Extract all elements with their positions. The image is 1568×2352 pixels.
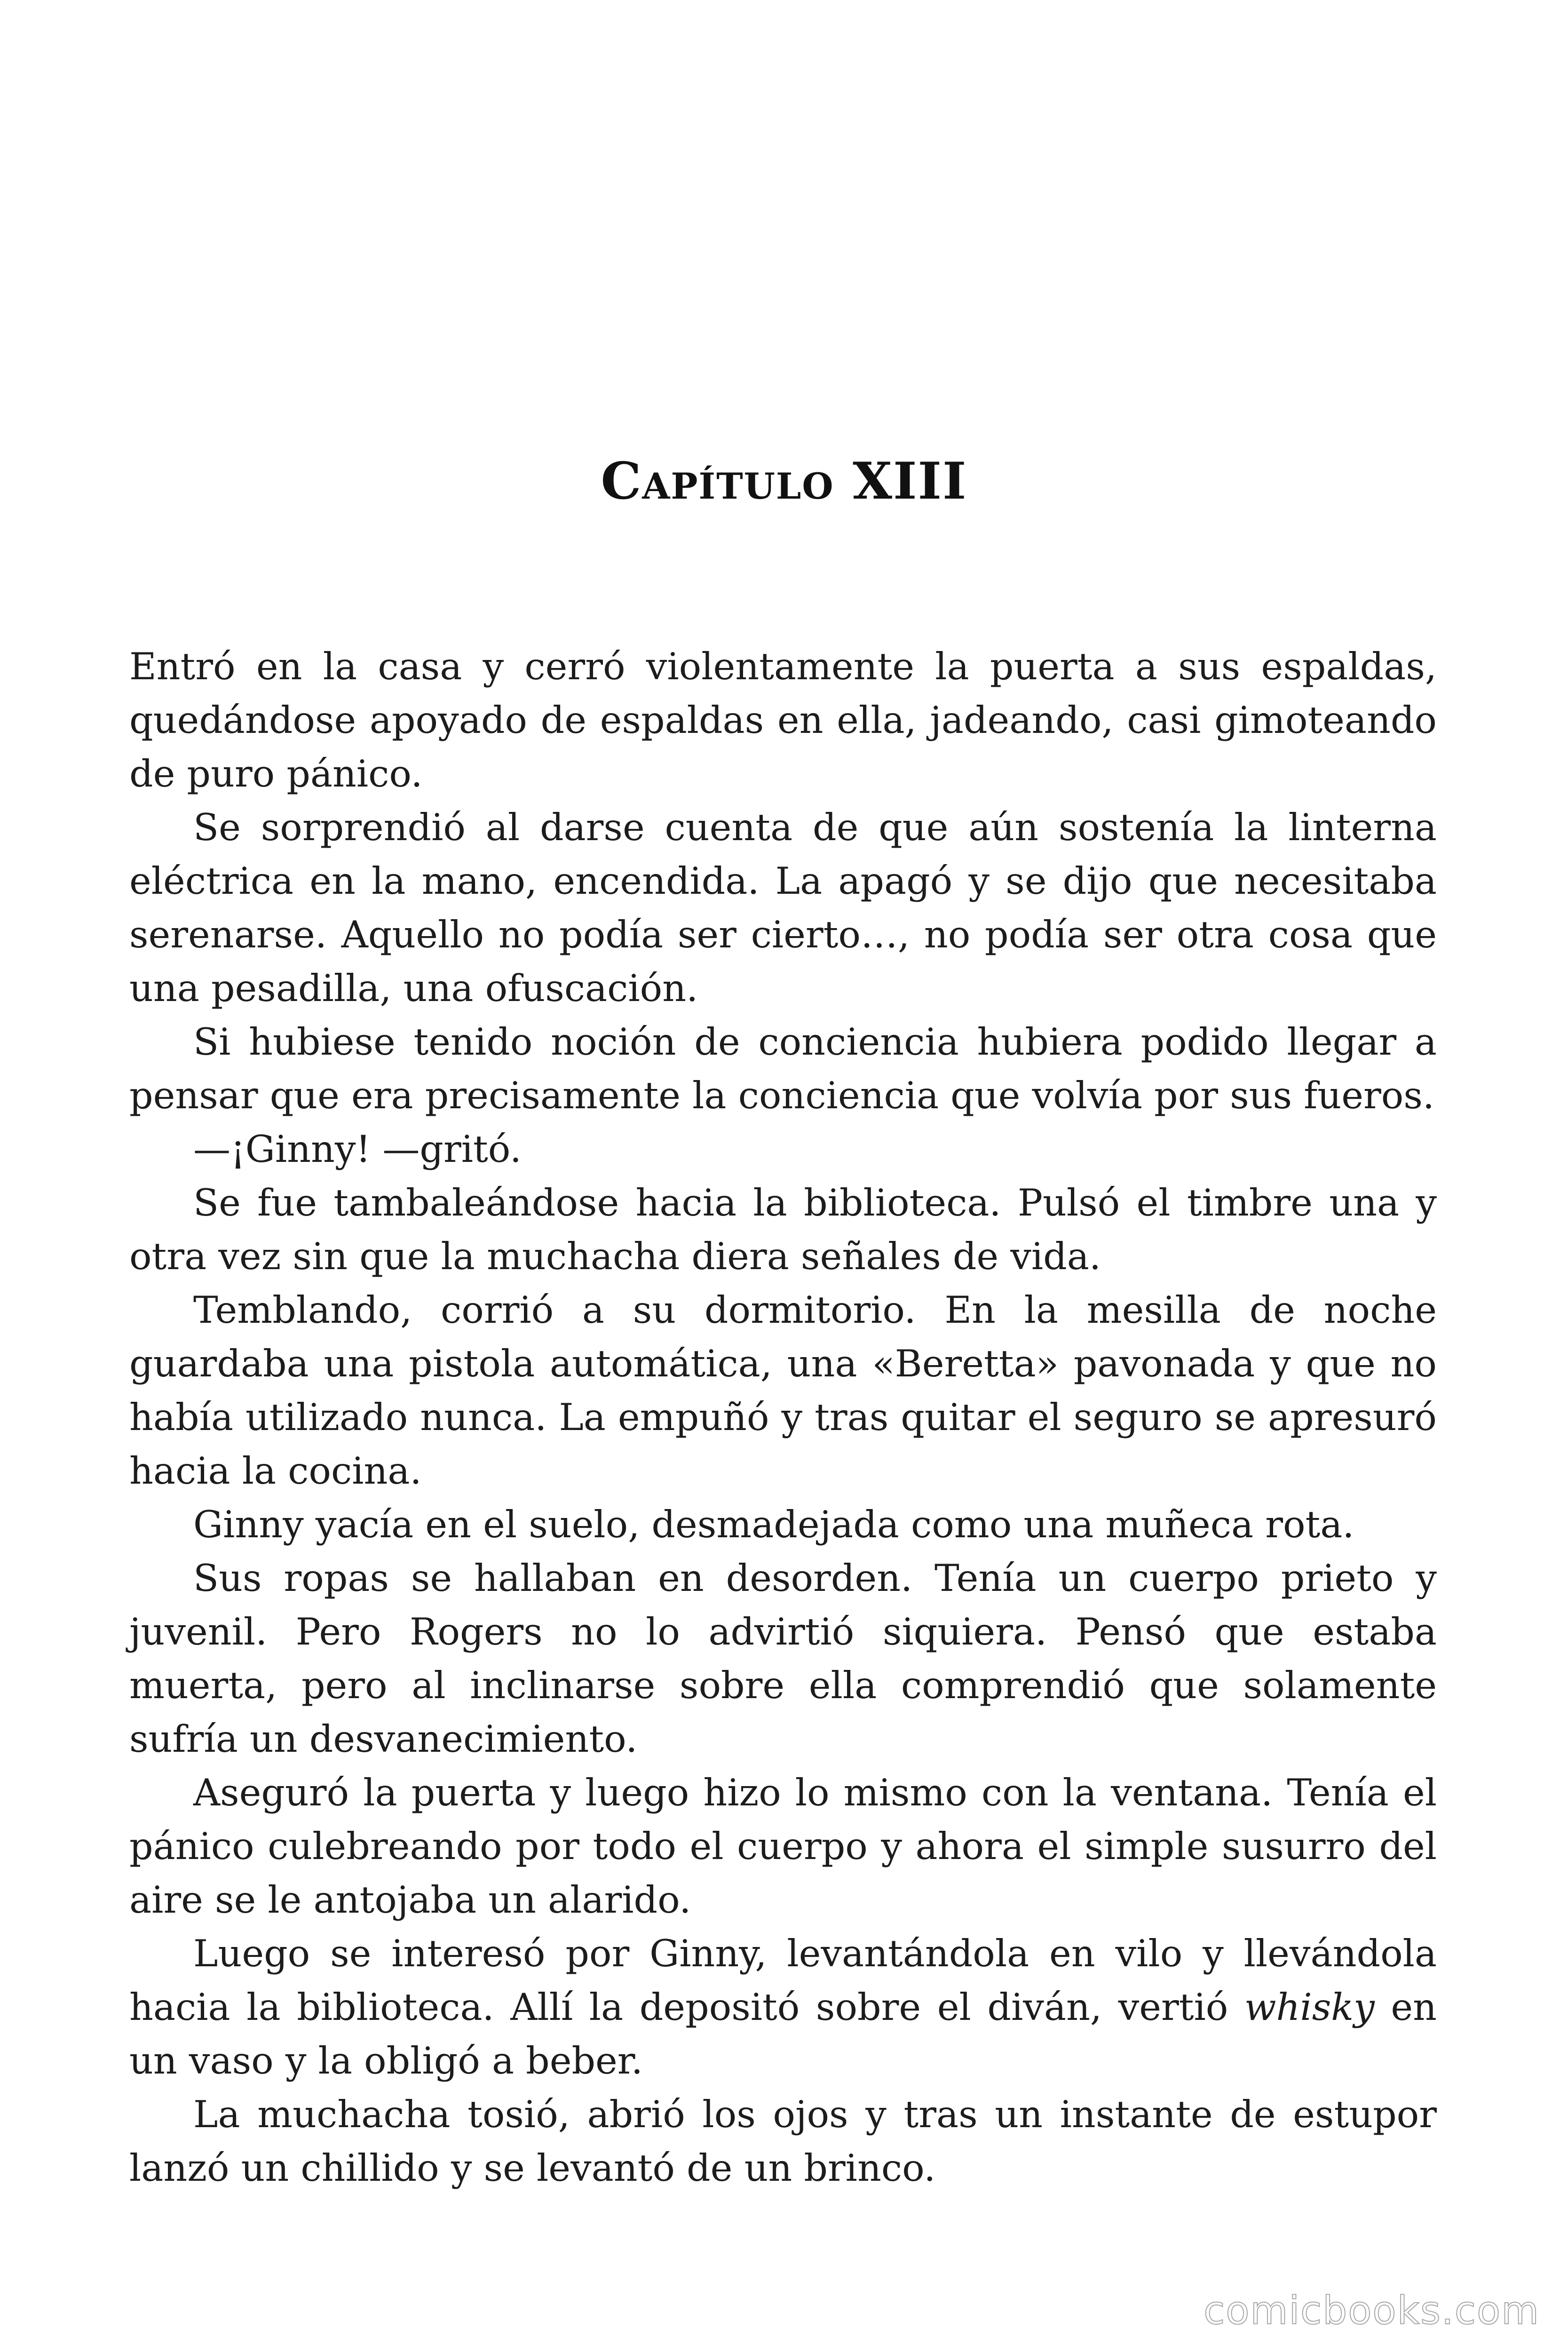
paragraph: Sus ropas se hallaban en desorden. Tenía un cuerpo prieto y juvenil. Pero Rogers no lo advirtió siquiera. Pensó que estaba muerta, pero al inclinarse sobre ella comprendió que solamente sufría un desvanecimiento.	[129, 1557, 1437, 1761]
paragraph: Temblando, corrió a su dormitorio. En la mesilla de noche guardaba una pistola automática, una «Beretta» pavonada y que no había utilizado nunca. La empuñó y tras quitar el seguro se apresuró hacia la cocina.	[129, 1288, 1437, 1493]
paragraph: Se sorprendió al darse cuenta de que aún sostenía la linterna eléctrica en la mano, encendida. La apagó y se dijo que necesitaba serenarse. Aquello no podía ser cierto…, no podía ser otra cosa que una pesadilla, una ofuscación.	[129, 806, 1437, 1010]
paragraph: Ginny yacía en el suelo, desmadejada como una muñeca rota.	[193, 1503, 1354, 1546]
paragraph: Aseguró la puerta y luego hizo lo mismo con la ventana. Tenía el pánico culebreando por todo el cuerpo y ahora el simple susurro del aire se le antojaba un alarido.	[129, 1771, 1437, 1922]
chapter-title: Capítulo XIII	[601, 452, 967, 511]
chapter-body	[129, 640, 1437, 2195]
paragraph: Si hubiese tenido noción de conciencia hubiera podido llegar a pensar que era precisamente la conciencia que volvía por sus fueros.	[129, 1020, 1437, 1117]
italic-word: whisky	[1244, 1986, 1375, 2029]
paragraph-text: en un vaso y la obligó a beber.	[129, 1986, 1437, 2082]
watermark: comicbooks.com	[1204, 2288, 1540, 2333]
dialogue-line: —¡Ginny! —gritó.	[193, 1128, 522, 1171]
paragraph-text: Luego se interesó por Ginny, levantándola en vilo y llevándola hacia la biblioteca. Allí la depositó sobre el diván, vertió	[129, 1932, 1437, 2029]
paragraph: La muchacha tosió, abrió los ojos y tras un instante de estupor lanzó un chillido y se levantó de un brinco.	[129, 2093, 1437, 2190]
paragraph: Entró en la casa y cerró violentamente la puerta a sus espaldas, quedándose apoyado de espaldas en ella, jadeando, casi gimoteando de puro pánico.	[129, 645, 1437, 795]
paragraph: Se fue tambaleándose hacia la biblioteca. Pulsó el timbre una y otra vez sin que la muchacha diera señales de vida.	[129, 1181, 1437, 1278]
paragraph	[129, 1927, 1437, 2088]
